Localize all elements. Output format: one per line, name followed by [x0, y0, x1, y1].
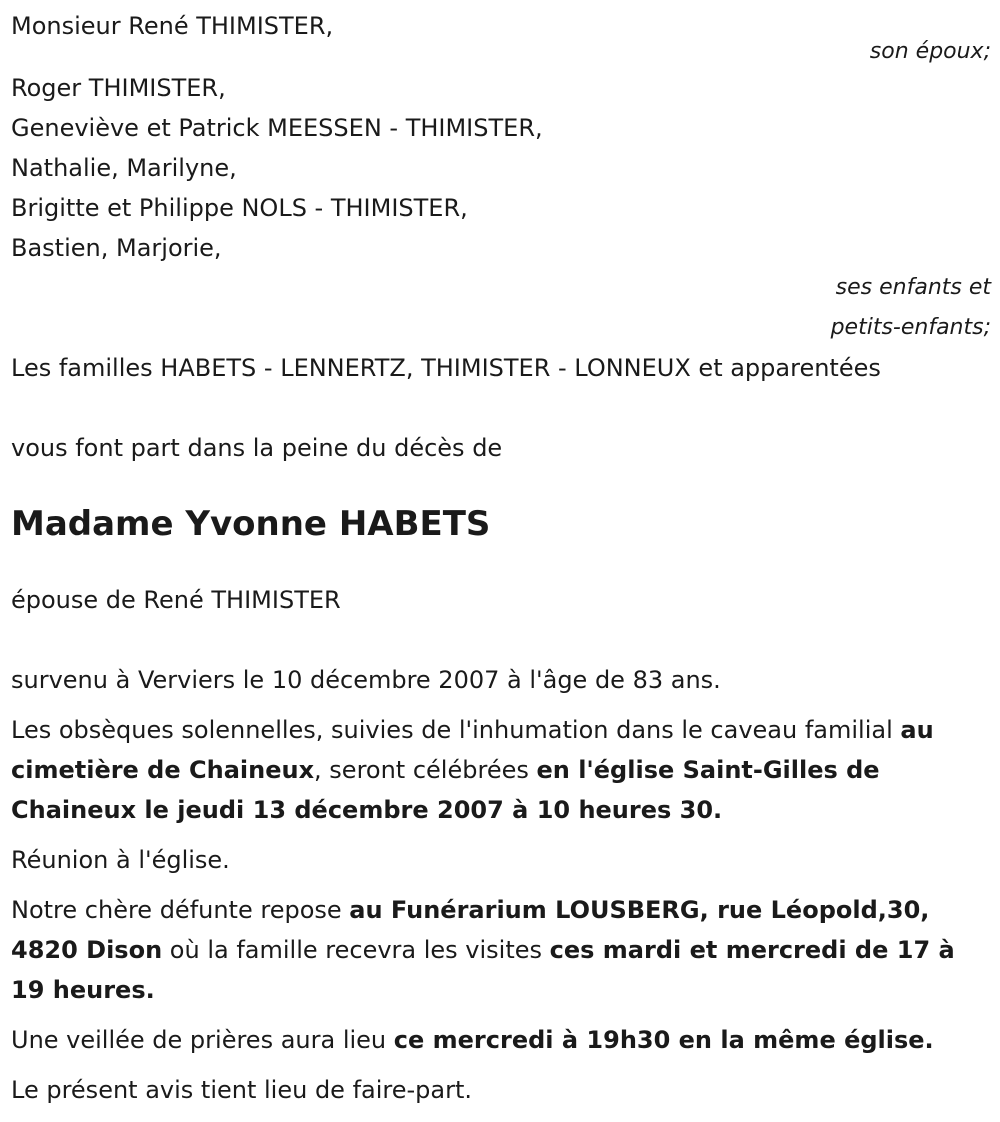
meeting-line: Réunion à l'église. [11, 846, 230, 874]
child-line-2: Geneviève et Patrick MEESSEN - THIMISTER, [11, 114, 543, 142]
children-role-line-1: ses enfants et [835, 275, 991, 300]
vigil-line: Une veillée de prières aura lieu ce mercredi à 19h30 en la même église. [11, 1026, 934, 1054]
child-line-1: Roger THIMISTER, [11, 74, 226, 102]
rest-paragraph: Notre chère défunte repose au Funérarium LOUSBERG, rue Léopold,30, 4820 Dison où la famille recevra les visites ces mardi et mercredi de 17 à 19 heures. [11, 896, 955, 1004]
obituary-notice [11, 6, 991, 1110]
spouse-role: son époux; [869, 39, 991, 64]
spouse-name: Monsieur René THIMISTER, [11, 12, 334, 40]
child-line-5: Bastien, Marjorie, [11, 234, 222, 262]
children-role-line-2: petits-enfants; [830, 315, 991, 340]
announce-line: vous font part dans la peine du décès de [11, 434, 503, 462]
child-line-4: Brigitte et Philippe NOLS - THIMISTER, [11, 194, 468, 222]
spouse-of-line: épouse de René THIMISTER [11, 586, 341, 614]
death-line: survenu à Verviers le 10 décembre 2007 à l'âge de 83 ans. [11, 666, 721, 694]
funeral-paragraph: Les obsèques solennelles, suivies de l'inhumation dans le caveau familial au cimetière de Chaineux, seront célébrées en l'église Saint-Gilles de Chaineux le jeudi 13 décembre 2007 à 10 heures 30. [11, 716, 934, 824]
families-line: Les familles HABETS - LENNERTZ, THIMISTER - LONNEUX et apparentées [11, 354, 881, 382]
child-line-3: Nathalie, Marilyne, [11, 154, 237, 182]
notice-line: Le présent avis tient lieu de faire-part. [11, 1076, 473, 1104]
deceased-name: Madame Yvonne HABETS [11, 504, 491, 544]
